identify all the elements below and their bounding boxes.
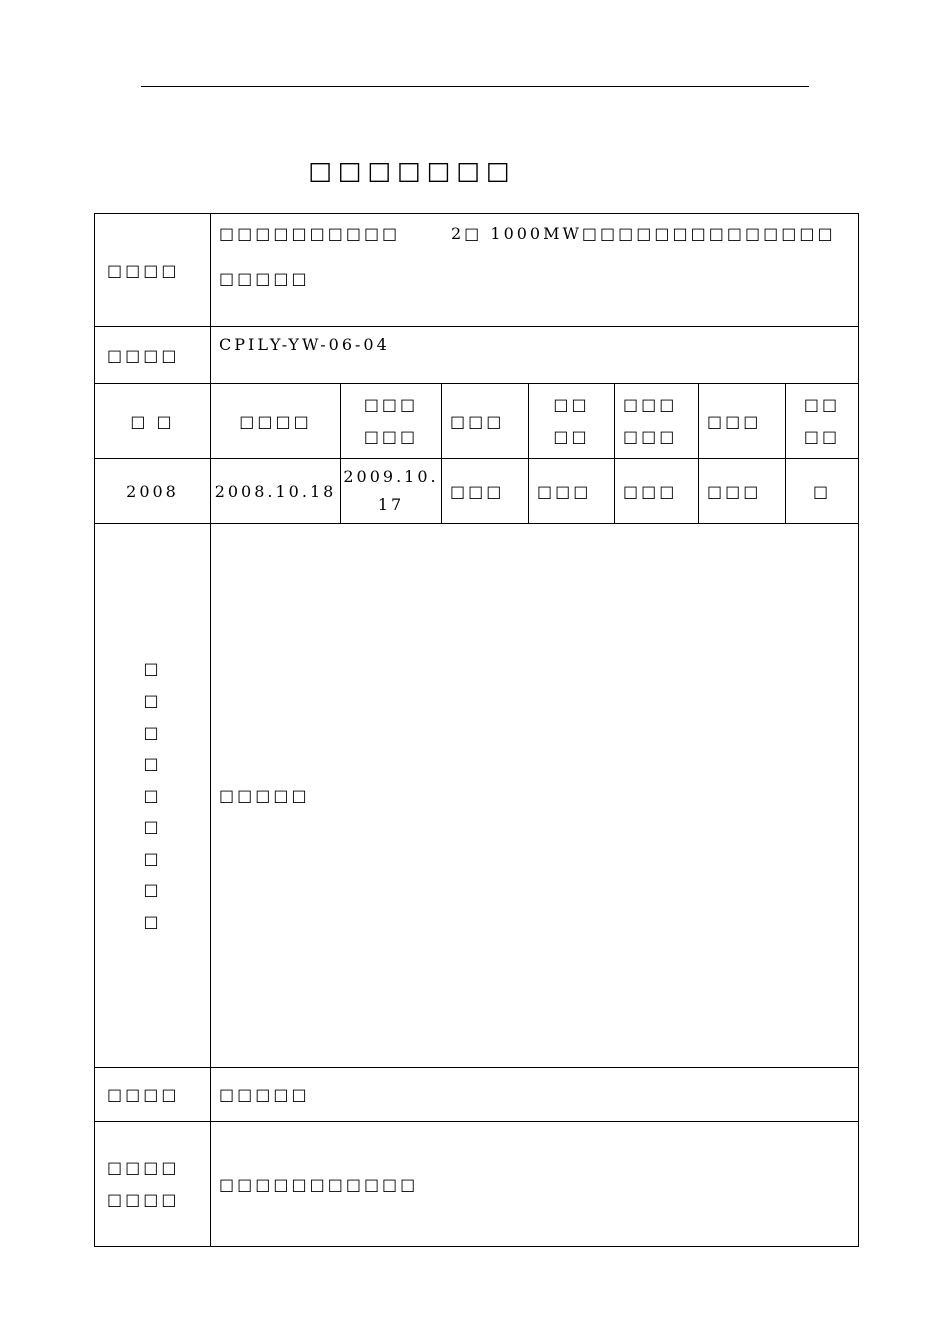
value-col6: □□□ [615, 459, 699, 524]
project-code-value: CPILY-YW-06-04 [211, 327, 859, 384]
row7-label [95, 1122, 211, 1247]
row-seven [95, 1122, 859, 1247]
vertical-char: □ [143, 754, 162, 774]
header-col7: □□□ [699, 384, 786, 459]
value-col8: □ [786, 459, 859, 524]
vertical-char: □ [143, 848, 162, 868]
value-col1: 2008 [95, 459, 211, 524]
row-six [95, 1068, 859, 1122]
header-col3 [341, 384, 442, 459]
value-col2: 2008.10.18 [211, 459, 341, 524]
project-name-part2: 2□ 1000MW□□□□□□□□□□□□□□ [451, 224, 836, 243]
header-col6-line1: □□□ [623, 395, 678, 414]
row-values [95, 459, 859, 524]
value-col7: □□□ [699, 459, 786, 524]
value-col3 [341, 459, 442, 524]
header-col3-line1: □□□ [363, 395, 419, 414]
header-col6 [615, 384, 699, 459]
project-name-value [211, 214, 859, 327]
project-name-label: □□□□ [95, 214, 211, 327]
vertical-char: □ [143, 690, 162, 710]
form-table [94, 213, 859, 1247]
row6-value: □□□□□ [211, 1068, 859, 1122]
header-col5-line1: □□ [553, 395, 590, 414]
document-title: □□□□□□□ [308, 156, 516, 185]
header-col6-line2: □□□ [623, 427, 678, 446]
header-col4: □□□ [442, 384, 529, 459]
project-code-label: □□□□ [95, 327, 211, 384]
value-col3-line2: 17 [377, 495, 405, 514]
header-col8-line1: □□ [803, 395, 841, 414]
row6-label: □□□□ [95, 1068, 211, 1122]
vertical-char: □ [143, 817, 162, 837]
header-col1: □ □ [95, 384, 211, 459]
value-col3-line1: 2009.10. [343, 467, 439, 486]
row-content [95, 524, 859, 1068]
row7-value: □□□□□□□□□□□ [211, 1122, 859, 1247]
header-col8 [786, 384, 859, 459]
project-name-line2: □□□□□ [219, 269, 310, 288]
vertical-char: □ [143, 912, 162, 932]
content-vertical-label [95, 524, 211, 1068]
content-value: □□□□□ [211, 524, 859, 1068]
header-col2: □□□□ [211, 384, 341, 459]
header-rule [141, 86, 809, 87]
vertical-char: □ [143, 785, 162, 805]
header-col3-line2: □□□ [363, 427, 419, 446]
header-col5-line2: □□ [553, 427, 590, 446]
row-column-headers [95, 384, 859, 459]
row7-label-line2: □□□□ [107, 1190, 180, 1209]
vertical-char: □ [143, 722, 162, 742]
project-name-part1: □□□□□□□□□□ [219, 224, 401, 243]
row-project-name [95, 214, 859, 327]
vertical-char: □ [143, 659, 162, 679]
value-col4: □□□ [442, 459, 529, 524]
row7-label-line1: □□□□ [107, 1158, 180, 1177]
header-col5 [529, 384, 615, 459]
value-col5: □□□ [529, 459, 615, 524]
vertical-char: □ [143, 880, 162, 900]
row-project-code [95, 327, 859, 384]
header-col8-line2: □□ [803, 427, 841, 446]
